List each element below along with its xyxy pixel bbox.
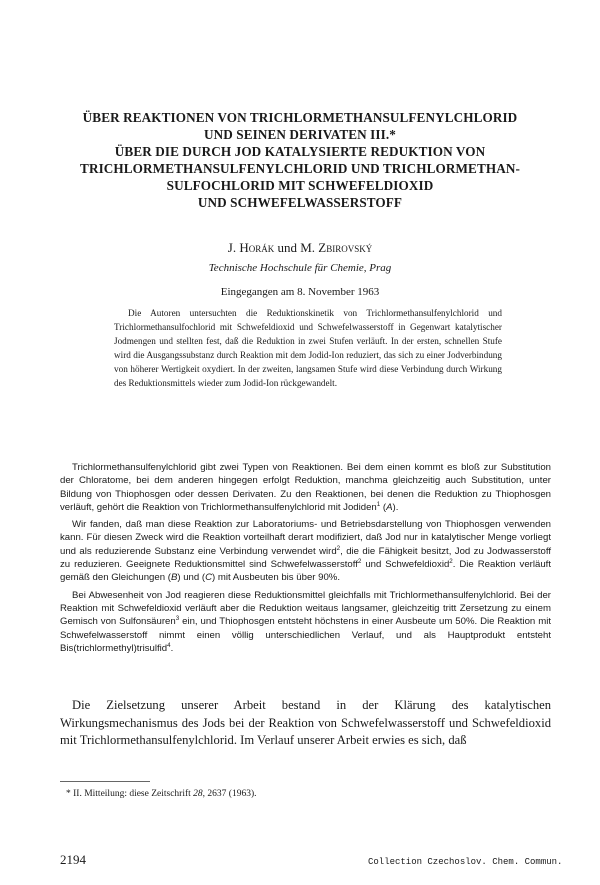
text-run: ( [380, 501, 387, 513]
text-run: , 2637 (1963). [202, 789, 257, 799]
paragraph [60, 461, 551, 514]
journal-name: Collection Czechoslov. Chem. Commun. [368, 857, 563, 867]
paragraph [60, 518, 551, 584]
title-line: TRICHLORMETHANSULFENYLCHLORID UND TRICHLORMETHAN- [80, 161, 520, 176]
author-name: J. Horák [227, 240, 275, 255]
footnote [66, 789, 257, 799]
author-name: M. Zbirovský [300, 240, 373, 255]
title-line: UND SEINEN DERIVATEN III.* [204, 127, 396, 142]
footnote-rule [60, 781, 150, 782]
title-line: ÜBER DIE DURCH JOD KATALYSIERTE REDUKTION VON [114, 144, 486, 159]
received-date: Eingegangen am 8. November 1963 [220, 286, 380, 298]
text-run: und Schwefeldioxid [361, 559, 450, 571]
equation-ref: B [170, 572, 178, 584]
text-run: ). [392, 501, 399, 513]
article-title [40, 109, 560, 211]
citation: 1 [376, 500, 381, 508]
page-number: 2194 [60, 852, 86, 867]
citation: 2 [449, 557, 453, 565]
author-connector: und [277, 240, 297, 255]
author-list [0, 240, 600, 256]
volume-number: 28 [193, 789, 203, 799]
text-run: ein, und Thiophosgen entsteht höchstens in einer Ausbeute um 50%. Die Reaktion mit Schwefelwasserstoff nimmt einen völlig unterschiedlichen Verlauf, und als Hauptprodukt entsteht Bis(trichlormethyl)trisulfid [60, 616, 551, 654]
citation: 2 [336, 544, 341, 552]
text-run: Wir fanden, daß man diese Reaktion zur Laboratoriums- und Betriebsdarstellung von Thiophosgen verwenden kann. Für diesen Zweck wird die Reaktion vorteilhaft derart modifiziert, daß Jod nur in katalytischer Menge vorliegt und als reduzierende Substanz eine Verbindung verwendet wird [60, 519, 551, 557]
title-line: SULFOCHLORID MIT SCHWEFELDIOXID [166, 178, 434, 193]
paragraph [60, 589, 551, 655]
title-line: ÜBER REAKTIONEN VON TRICHLORMETHANSULFENYLCHLORID [82, 110, 518, 125]
abstract: Die Autoren untersuchten die Reduktionskinetik von Trichlormethansulfenylchlorid und Trichlormethansulfochlorid mit Schwefeldioxid und Schwefelwasserstoff in Gegenwart katalytischer Jodmengen und stellten fest, daß die Reduktion in zwei Stufen verläuft. In der ersten, schnellen Stufe wird die Ausgangssubstanz durch Reaktion mit dem Jodid-Ion reduziert, das sich zu einer Jodverbindung von höherer Wertigkeit oxydiert. In der zweiten, langsamen Stufe wird diese Verbindung durch Wirkung des Reduktionsmittels wieder zum Jodid-Ion rückgewandelt. [114, 308, 502, 389]
equation-ref: C [205, 572, 213, 584]
equation-ref: A [386, 501, 393, 513]
citation: 2 [357, 557, 362, 565]
text-run: Trichlormethansulfenylchlorid gibt zwei Typen von Reaktionen. Bei dem einen kommt es bloß zur Substitution der Chloratome, bei dem anderen hingegen erfolgt Reduktion, manchma gleichzeitig auch Substitution, unter Bildung von Thiophosgen oder dessen Derivaten. Zu den Reaktionen, bei denen die Reduktion zu Thiophosgen verläuft, gehört die Reaktion von Trichlormethansulfenylchlorid mit Jodiden [60, 462, 551, 513]
text-run: . [170, 642, 174, 654]
citation: 4 [167, 641, 171, 649]
title-line: UND SCHWEFELWASSERSTOFF [197, 195, 403, 210]
text-run: . Die Reaktion verläuft gemäß den Gleichungen ( [60, 559, 551, 584]
text-run: * II. Mitteilung: diese Zeitschrift [66, 789, 194, 799]
text-run: ) mit Ausbeuten bis über 90%. [212, 572, 341, 584]
text-run: Bei Abwesenheit von Jod reagieren diese Reduktionsmittel gleichfalls mit Trichlormethansulfenylchlorid. Bei der Reaktion mit Schwefeldioxid verläuft aber die Reduktion weitaus langsamer, gleichzeitig tritt Zersetzung zu einem Gemisch von Sulfonsäuren [60, 589, 551, 628]
affiliation: Technische Hochschule für Chemie, Prag [208, 262, 392, 274]
body-text [60, 461, 551, 659]
citation: 3 [175, 615, 180, 623]
text-run: , die die Fähigkeit besitzt, Jod zu Jodwasserstoff zu reduzieren. Geeignete Reduktionsmittel sind Schwefelwasserstoff [60, 545, 551, 571]
text-run: ) und ( [177, 572, 206, 584]
main-paragraph: Die Zielsetzung unserer Arbeit bestand in der Klärung des katalytischen Wirkungsmechanismus des Jods bei der Reaktion von Schwefelwasserstoff und Schwefeldioxid mit Trichlormethansulfenylchlorid. Im Verlauf unserer Arbeit erwies es sich, daß [60, 698, 551, 748]
